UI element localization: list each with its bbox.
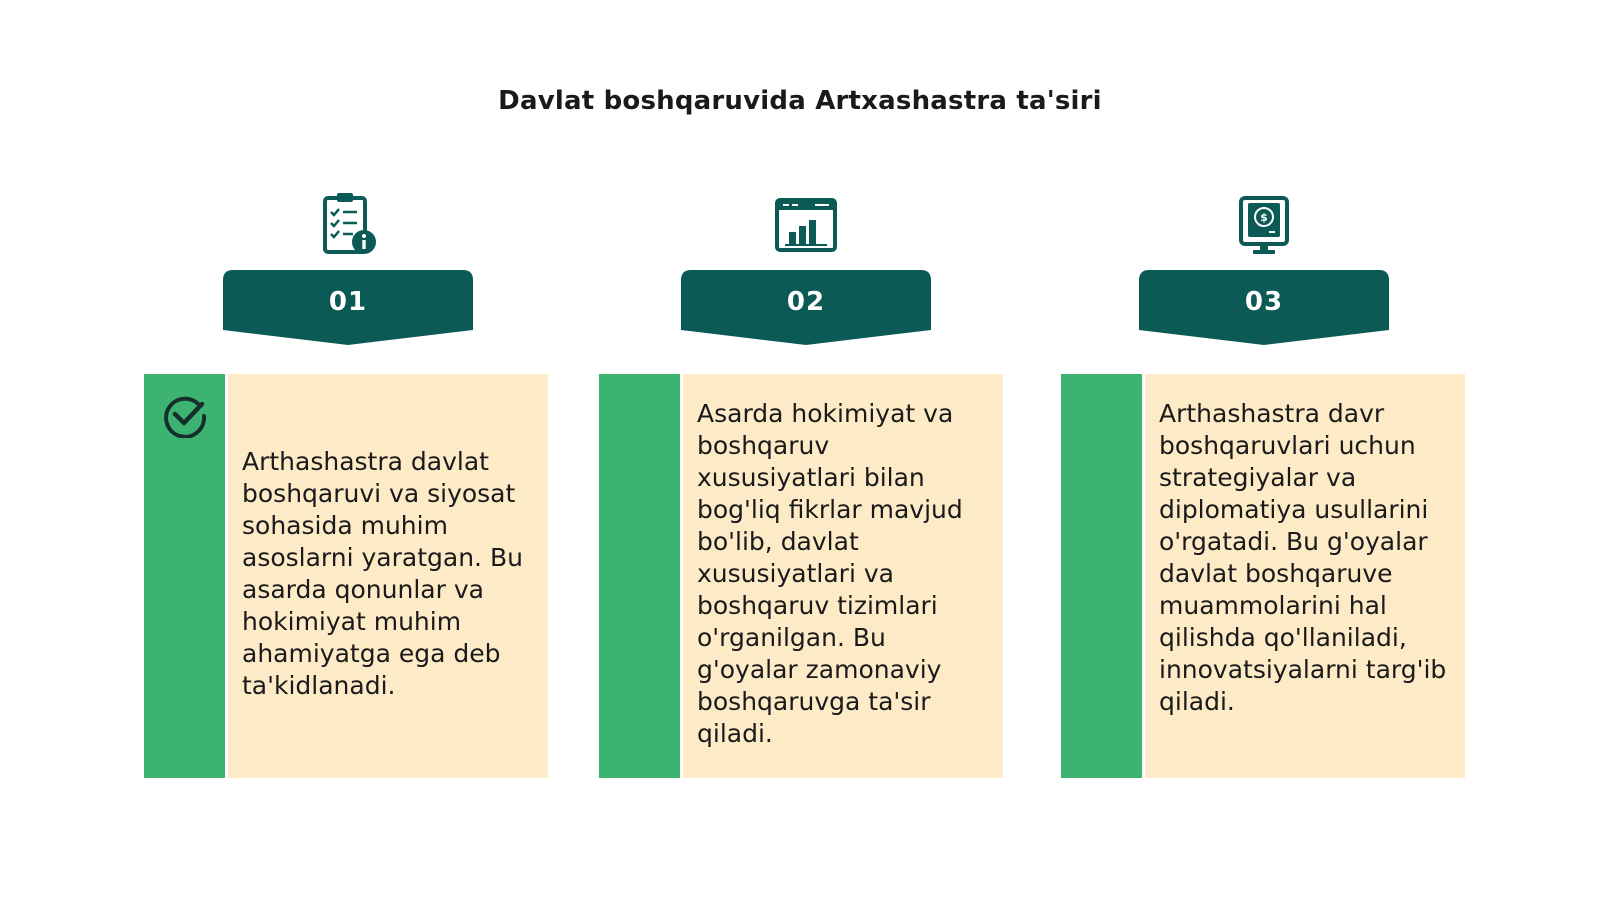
clipboard-checklist-info-icon: [313, 190, 383, 260]
card-text-1: Arthashastra davlat boshqaruvi va siyosat sohasida muhim asoslarni yaratgan. Bu asarda qonunlar va hokimiyat muhim ahamiyatga ega deb ta'kidlanadi.: [242, 447, 523, 700]
content-card-3: [1061, 374, 1465, 778]
step-number-3: 03: [1244, 287, 1284, 317]
card-text-3: Arthashastra davr boshqaruvlari uchun strategiyalar va diplomatiya usullarini o'rgatadi. Bu g'oyalar davlat boshqaruve muammolarini hal qilishda qo'llaniladi, innovatsiyalarni targ'ib qiladi.: [1159, 399, 1447, 716]
monitor-dollar-icon: [1229, 190, 1299, 260]
step-header-3: [1139, 180, 1389, 350]
step-badge-3: [1139, 270, 1389, 350]
card-text-2: Asarda hokimiyat va boshqaruv xususiyatlari bilan bog'liq fikrlar mavjud bo'lib, davlat xususiyatlari va boshqaruv tizimlari o'rganilgan. Bu g'oyalar zamonaviy boshqaruvga ta'sir qiladi.: [697, 399, 963, 748]
step-badge-2: [681, 270, 931, 350]
browser-bar-chart-icon: [771, 190, 841, 260]
svg-text:$: $: [1260, 211, 1268, 224]
step-number-1: 01: [328, 287, 368, 317]
step-number-2: 02: [786, 287, 826, 317]
step-header-2: [681, 180, 931, 350]
step-header-1: [223, 180, 473, 350]
card-accent-stripe: [599, 374, 680, 778]
card-accent-stripe: [1061, 374, 1142, 778]
card-panel: [683, 374, 1003, 778]
page-title: Davlat boshqaruvida Artxashastra ta'siri: [498, 86, 1102, 116]
card-panel: [1145, 374, 1465, 778]
card-accent-stripe: [144, 374, 225, 778]
content-card-2: [599, 374, 1003, 778]
content-card-1: [144, 374, 548, 778]
card-panel: [228, 374, 548, 778]
step-badge-1: [223, 270, 473, 350]
checkmark-circle-icon: [162, 392, 208, 438]
